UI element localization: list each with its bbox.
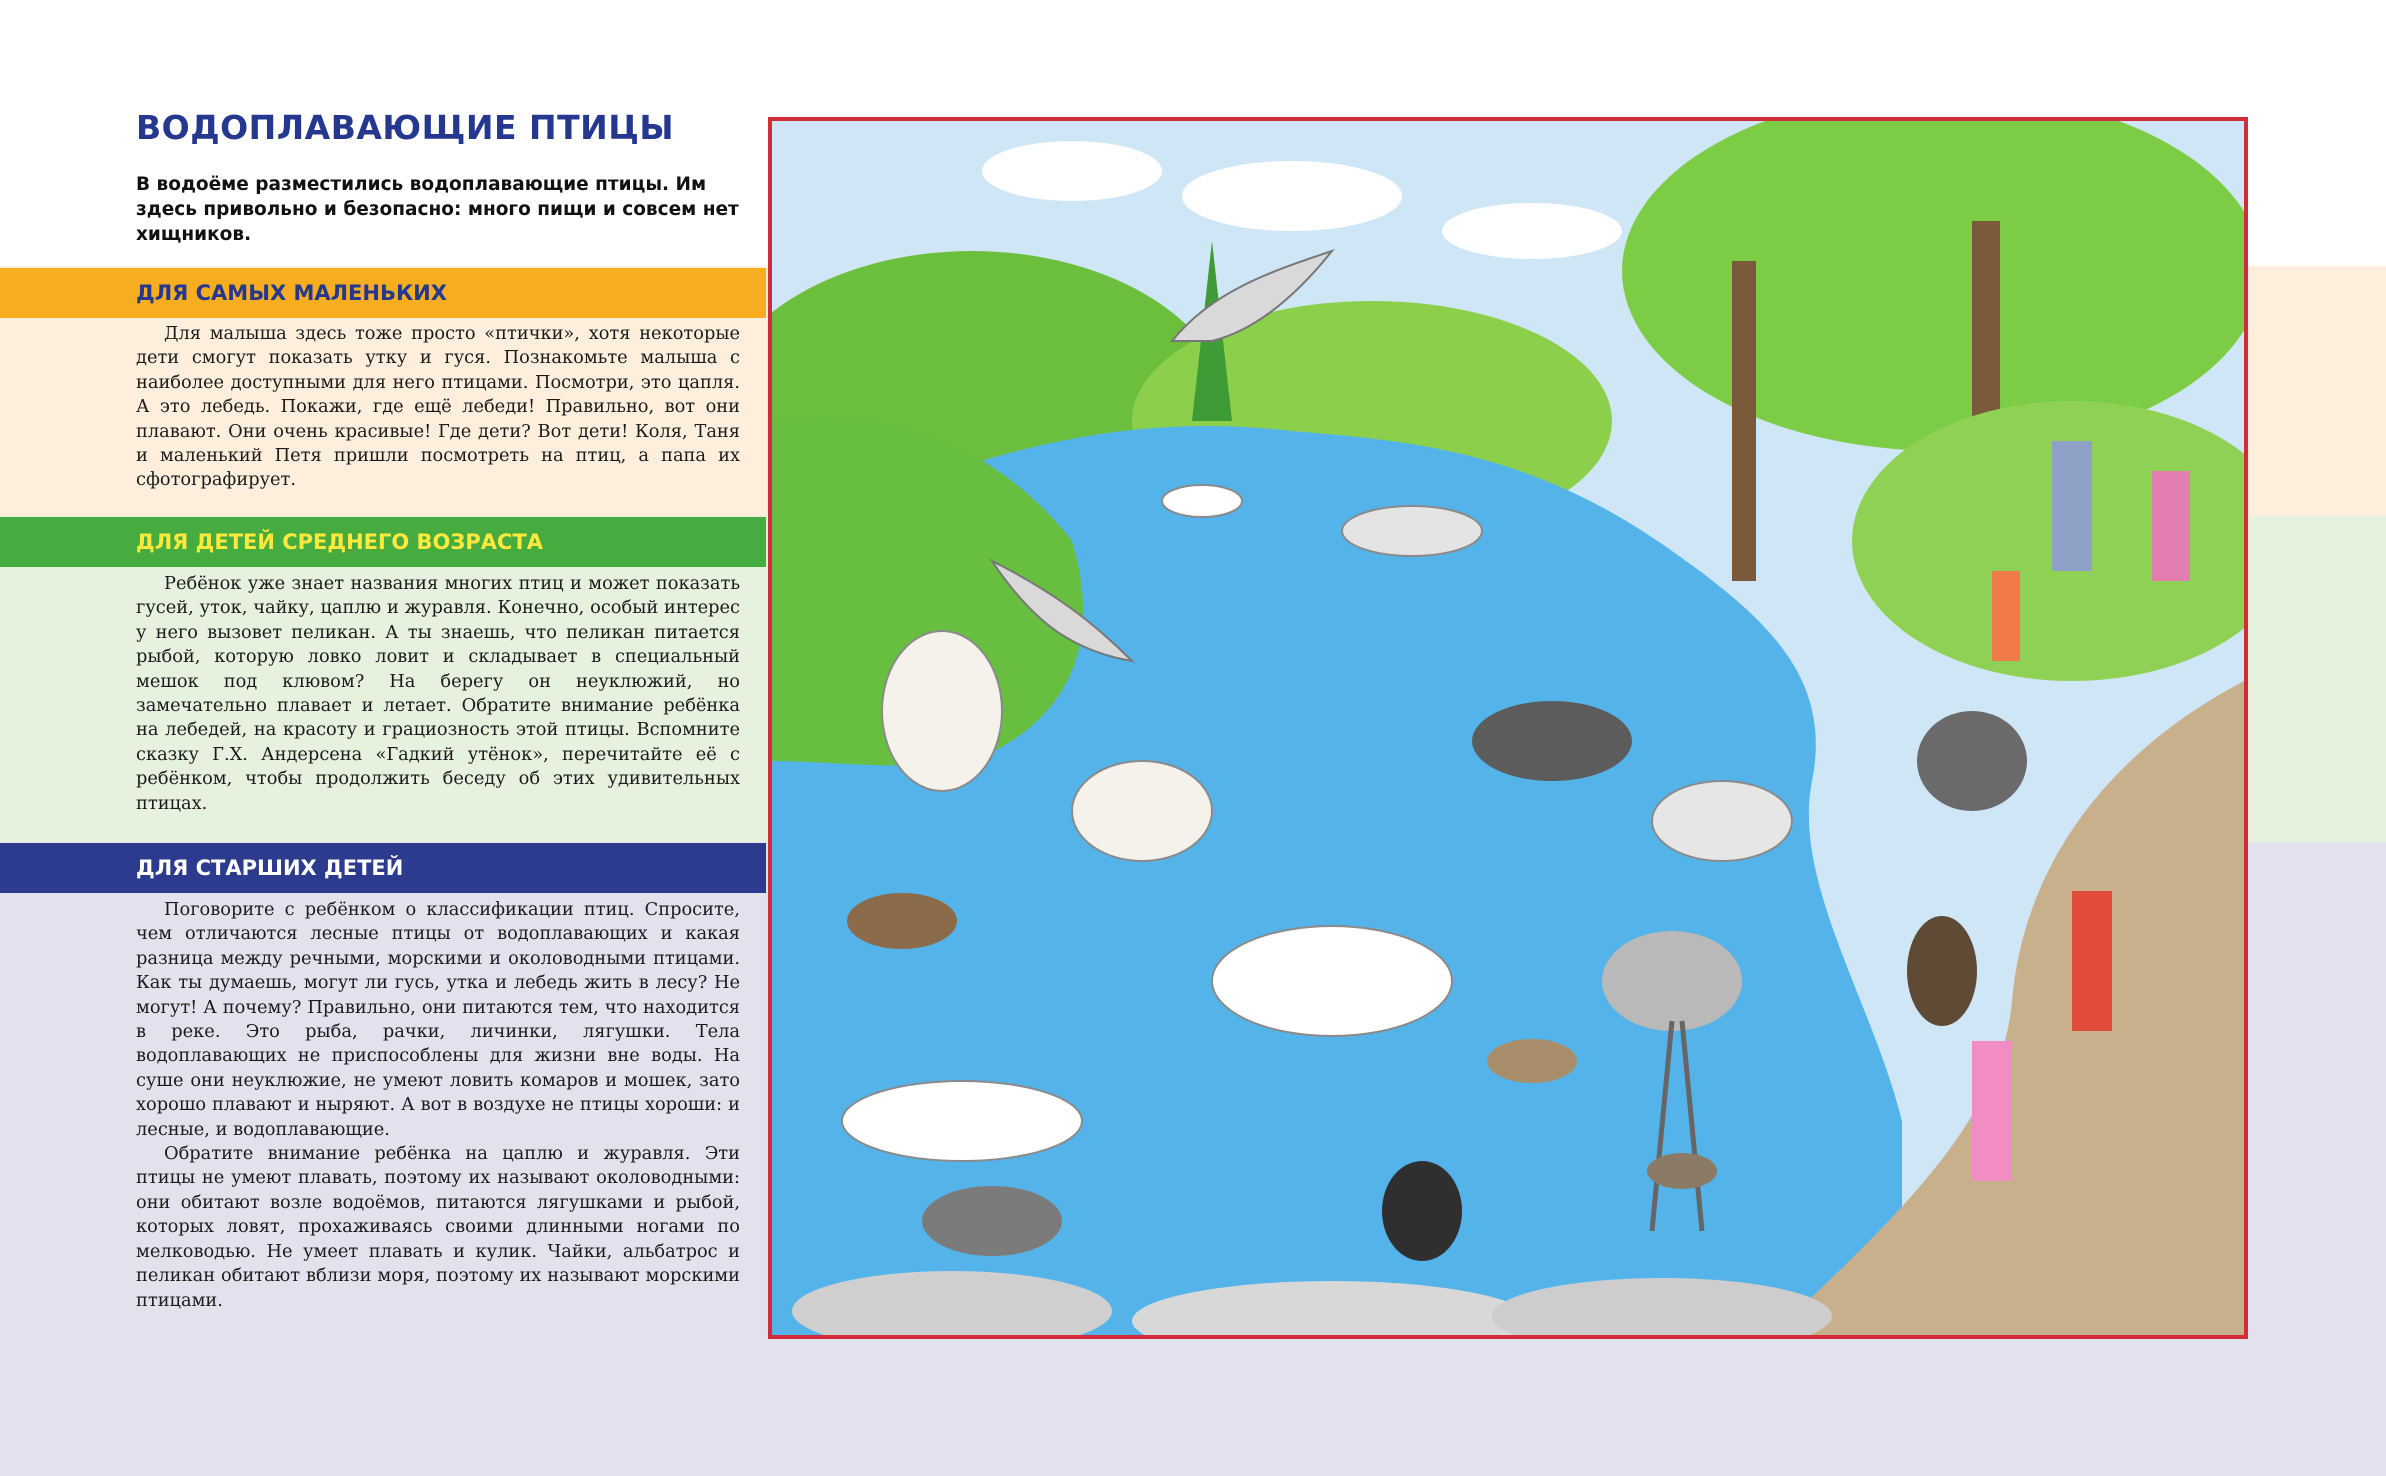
section-text-middle — [136, 572, 740, 816]
intro-text: В водоёме разместились водоплавающие птицы. Им здесь привольно и безопасно: много пищи и совсем нет хищников. — [136, 174, 739, 245]
section-heading-youngest: ДЛЯ САМЫХ МАЛЕНЬКИХ — [0, 268, 766, 318]
section-heading-oldest: ДЛЯ СТАРШИХ ДЕТЕЙ — [0, 843, 766, 893]
paragraph: Ребёнок уже знает названия многих птиц и может показать гусей, уток, чайку, цаплю и журавля. Конечно, особый интерес у него вызовет пеликан. А ты знаешь, что пеликан питается рыбой, которую ловко ловит и складывает в специальный мешок под клювом? На берегу он неуклюжий, но замечательно плавает и летает. Обратите внимание ребёнка на лебедей, на красоту и грациозность этой птицы. Вспомните сказку Г.Х. Андерсена «Гадкий утёнок», перечитайте её с ребёнком, чтобы продолжить беседу об этих удивительных птицах. — [136, 573, 740, 814]
section-heading-middle: ДЛЯ ДЕТЕЙ СРЕДНЕГО ВОЗРАСТА — [0, 517, 766, 567]
paragraph: Для малыша здесь тоже просто «птички», хотя некоторые дети смогут показать утку и гуся. Познакомьте малыша с наиболее доступными для него птицами. Посмотри, это цапля. А это лебедь. Покажи, где ещё лебеди! Правильно, вот они плавают. Они очень красивые! Где дети? Вот дети! Коля, Таня и маленький Петя пришли посмотреть на птиц, а папа их сфотографирует. — [136, 323, 740, 491]
section-text-youngest — [136, 322, 740, 493]
paragraph: Поговорите с ребёнком о классификации птиц. Спросите, чем отличаются лесные птицы от водоплавающих и какая разница между речными, морскими и околоводными птицами. Как ты думаешь, могут ли гусь, утка и лебедь жить в лесу? Не могут! А почему? Правильно, они питаются тем, что находится в реке. Это рыба, рачки, личинки, лягушки. Тела водоплавающих не приспособлены для жизни вне воды. На суше они неуклюжие, не умеют ловить комаров и мошек, зато хорошо плавают и ныряют. А вот в воздухе не птицы хороши: и лесные, и водоплавающие. — [136, 899, 740, 1140]
page-title: ВОДОПЛАВАЮЩИЕ ПТИЦЫ — [136, 108, 675, 147]
paragraph: Обратите внимание ребёнка на цаплю и журавля. Эти птицы не умеют плавать, поэтому их называют околоводными: они обитают возле водоёмов, питаются лягушками и рыбой, которых ловят, прохаживаясь своими длинными ногами по мелководью. Не умеет плавать и кулик. Чайки, альбатрос и пеликан обитают вблизи моря, поэтому их называют морскими птицами. — [136, 1143, 740, 1311]
pond-scene — [772, 121, 2244, 1335]
section-text-oldest — [136, 898, 740, 1313]
pond-illustration — [768, 117, 2248, 1339]
